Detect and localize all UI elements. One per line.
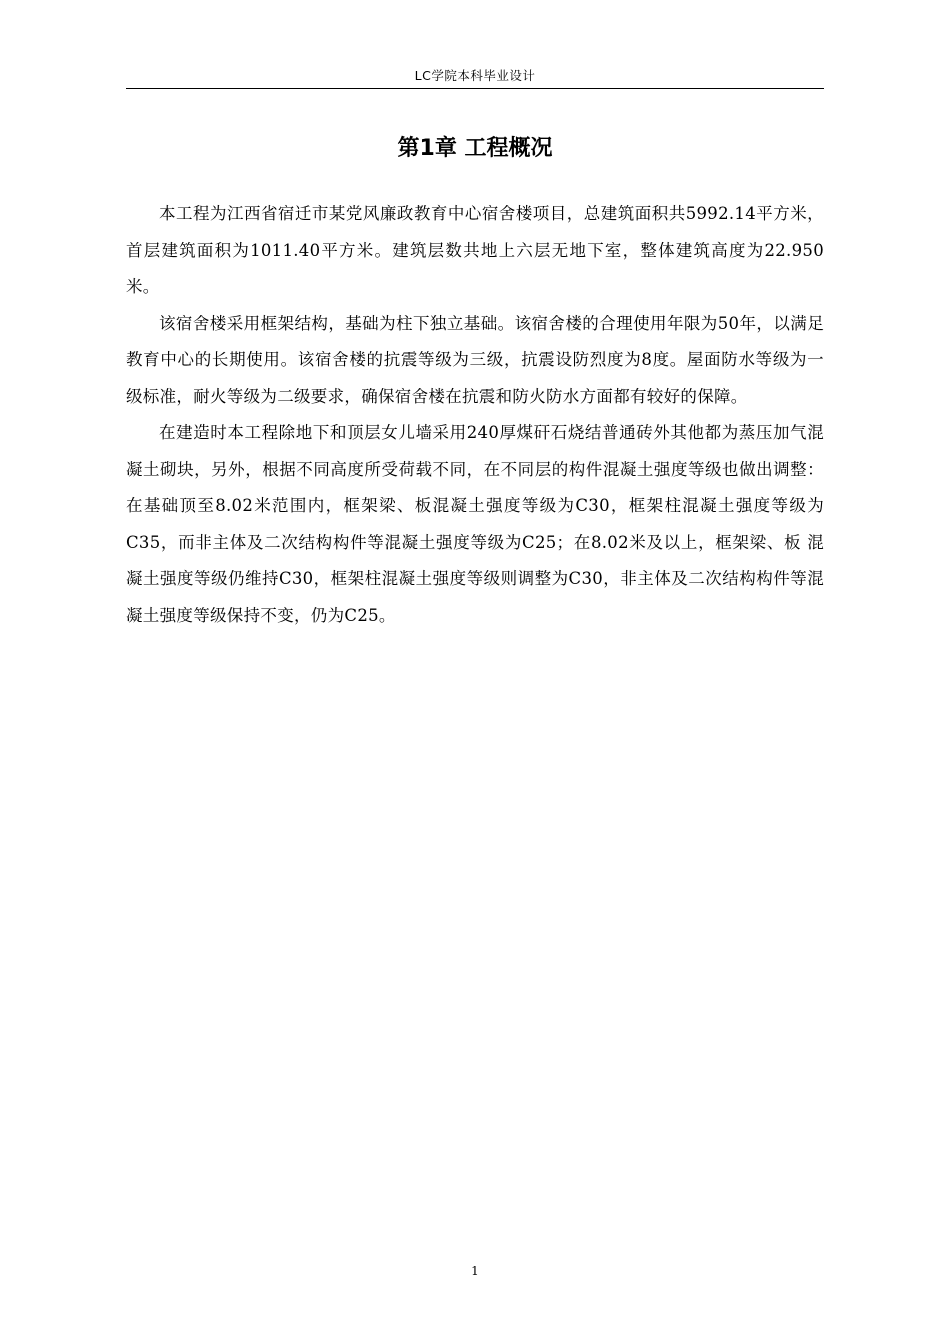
running-header: LC学院本科毕业设计 [414,68,536,83]
chapter-title: 第1章 工程概况 [397,136,553,161]
paragraph-structure: 该宿舍楼采用框架结构，基础为柱下独立基础。该宿舍楼的合理使用年限为50年，以满足教育中心的长期使用。该宿舍楼的抗震等级为三级，抗震设防烈度为8度。屋面防水等级为一级标准，耐火等级为二级要求，确保宿舍楼在抗震和防火防水方面都有较好的保障。 [126,313,824,406]
body-text [126,196,824,634]
page-number: 1 [471,1264,479,1278]
paragraph-project-overview: 本工程为江西省宿迁市某党风廉政教育中心宿舍楼项目，总建筑面积共5992.14平方米，首层建筑面积为1011.40平方米。建筑层数共地上六层无地下室，整体建筑高度为22.950米。 [126,204,824,296]
paragraph-materials: 在建造时本工程除地下和顶层女儿墙采用240厚煤矸石烧结普通砖外其他都为蒸压加气混凝土砌块，另外，根据不同高度所受荷载不同，在不同层的构件混凝土强度等级也做出调整：在基础顶至8.02米范围内，框架梁、板混凝土强度等级为C30，框架柱混凝土强度等级为C35，而非主体及二次结构构件等混凝土强度等级为C25；在8.02米及以上，框架梁、板 混凝土强度等级仍维持C30，框架柱混凝土强度等级则调整为C30，非主体及二次结构构件等混凝土强度等级保持不变，仍为C25。 [126,423,824,625]
header-rule [126,88,824,89]
